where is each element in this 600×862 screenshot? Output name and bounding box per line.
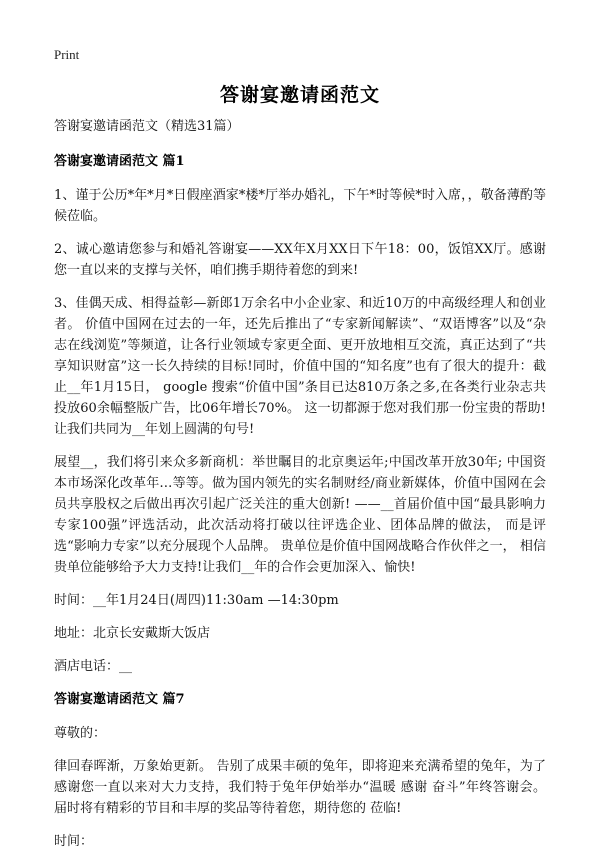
paragraph: 2、诚心邀请您参与和婚礼答谢宴——XX年X月XX日下午18：00，饭馆XX厅。感谢您一直以来的支撑与关怀，咱们携手期待着您的到来! — [54, 242, 546, 278]
paragraph: 1、谨于公历*年*月*日假座酒家*楼*厅举办婚礼，下午*时等候*时入席，，敬备薄酌等候莅临。 — [54, 188, 546, 224]
section-heading-2: 答谢宴邀请函范文 篇7 — [54, 692, 185, 707]
event-address: 地址：北京长安戴斯大饭店 — [54, 626, 211, 641]
salutation: 尊敬的： — [54, 726, 107, 741]
document-title: 答谢宴邀请函范文 — [219, 84, 380, 106]
section-heading-1: 答谢宴邀请函范文 篇1 — [54, 154, 185, 169]
document-subtitle: 答谢宴邀请函范文（精选31篇） — [54, 119, 240, 134]
document-body — [54, 116, 546, 862]
event-time: 时间： — [54, 834, 94, 849]
event-time: 时间：__年1月24日(周四)11:30am —14:30pm — [54, 593, 339, 608]
print-link[interactable]: Print — [54, 47, 80, 62]
paragraph: 律回春晖渐，万象始更新。 告别了成果丰硕的兔年，即将迎来充满希望的兔年，为了感谢您一直以来对大力支持，我们特于兔年伊始举办“温暖 感谢 奋斗”年终答谢会。 届时将有精彩的节目和丰厚的奖品等待着您，期待您的 莅临! — [54, 759, 546, 816]
paragraph: 展望__，我们将引来众多新商机：举世瞩目的北京奥运年;中国改革开放30年; 中国资本市场深化改革年…等等。做为国内领先的实名制财经/商业新媒体，价值中国网在会员共享股权之后做出再次引起广泛关注的重大创新! ——__首届价值中国“最具影响力专家100强”评选活动，此次活动将打破以往评选企业、团体品牌的做法， 而是评选“影响力专家”以充分展现个人品牌。 贵单位是价值中国网战略合作伙伴之一， 相信贵单位能够给予大力支持!让我们__年的合作会更加深入、愉快! — [54, 455, 546, 575]
hotel-phone: 酒店电话：__ — [54, 659, 133, 674]
paragraph: 3、佳偶天成、相得益彰—新郎1万余名中小企业家、和近10万的中高级经理人和创业者。 价值中国网在过去的一年，还先后推出了“专家新闻解读”、“双语博客”以及“杂志在线浏览”等频道，让各行业领域专家更全面、更开放地相互交流，真正达到了“共享知识财富”这一长久持续的目标!同时，价值中国的“知名度”也有了很大的提升：截止__年1月15日， google 搜索“价值中国”条目已达810万条之多,在各类行业杂志共投放60余幅整版广告，比06年增长70%。 这一切都源于您对我们那一份宝贵的帮助!让我们共同为__年划上圆满的句号! — [54, 296, 546, 437]
